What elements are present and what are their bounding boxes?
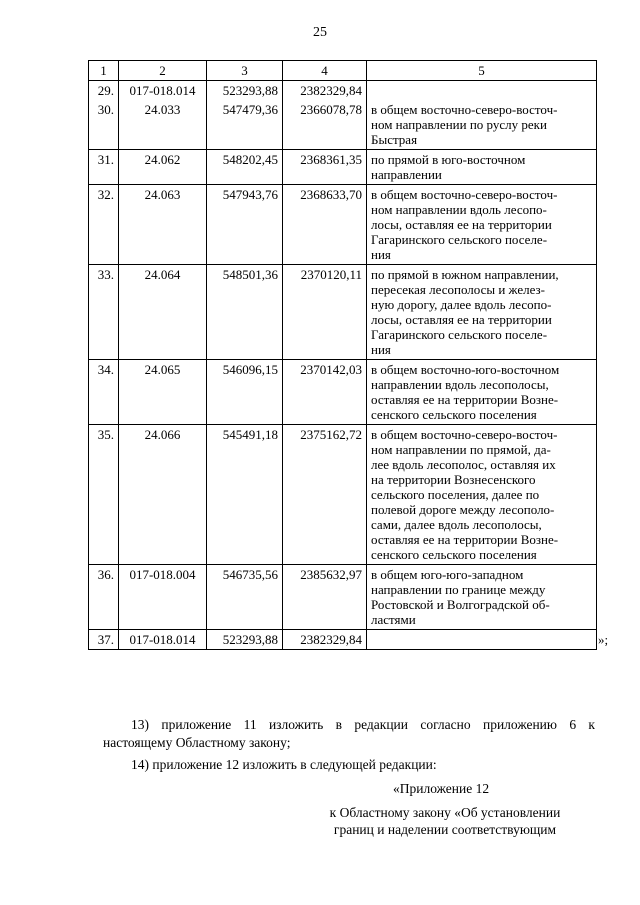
description-cell: в общем восточно-юго-восточном направлении вдоль лесополосы, оставляя ее на территории Возне- сенского сельского поселения [367, 360, 597, 425]
x-coordinate-cell: 523293,88 [207, 630, 283, 650]
description-cell: в общем юго-юго-западном направлении по границе между Ростовской и Волгоградской об- ластями [367, 565, 597, 630]
description-cell: в общем восточно-северо-восточ- ном направлении вдоль лесопо- лосы, оставляя ее на территории Гагаринского сельского поселе- ния [367, 185, 597, 265]
y-coordinate-cell: 2385632,97 [283, 565, 367, 630]
row-number-cell: 36. [89, 565, 119, 630]
paragraph-14: 14) приложение 12 изложить в следующей редакции: [131, 757, 437, 772]
description-cell: по прямой в южном направлении, пересекая лесополосы и желез- ную дорогу, далее вдоль лесопо- лосы, оставляя ее на территории Гагаринского сельского поселе- ния [367, 265, 597, 360]
y-coordinate-cell: 2370120,11 [283, 265, 367, 360]
appendix-subtitle-line1: к Областному закону «Об установлении [329, 805, 561, 820]
table-row [89, 630, 597, 650]
x-coordinate-cell: 546096,15 [207, 360, 283, 425]
header-cell: 2 [119, 61, 207, 81]
y-coordinate-cell: 2368361,35 [283, 150, 367, 185]
x-coordinate-cell: 545491,18 [207, 425, 283, 565]
header-cell: 5 [367, 61, 597, 81]
table-row [89, 81, 597, 101]
table-row [89, 425, 597, 565]
x-coordinate-cell: 548501,36 [207, 265, 283, 360]
description-cell [367, 630, 597, 650]
paragraph-13-line2: настоящему Областному закону; [103, 735, 291, 750]
point-code-cell: 24.065 [119, 360, 207, 425]
table-row [89, 185, 597, 265]
point-code-cell: 017-018.004 [119, 565, 207, 630]
row-number-cell: 33. [89, 265, 119, 360]
row-number-cell: 31. [89, 150, 119, 185]
paragraph-13 [103, 716, 595, 752]
row-number-cell: 32. [89, 185, 119, 265]
point-code-cell: 24.033 [119, 100, 207, 150]
table-row [89, 150, 597, 185]
appendix-subtitle-line2: границ и наделении соответствующим [333, 822, 557, 837]
x-coordinate-cell: 547943,76 [207, 185, 283, 265]
table-row [89, 565, 597, 630]
row-number-cell: 30. [89, 100, 119, 150]
header-cell: 1 [89, 61, 119, 81]
page-number: 25 [313, 25, 327, 40]
table-row [89, 100, 597, 150]
y-coordinate-cell: 2375162,72 [283, 425, 367, 565]
point-code-cell: 24.062 [119, 150, 207, 185]
table-header-row [89, 61, 597, 81]
description-cell: в общем восточно-северо-восточ- ном направлении по прямой, да- лее вдоль лесополос, оставляя их на территории Вознесенского сельского поселения, далее по полевой дороге между лесополо- сами, далее вдоль лесополосы, оставляя ее на территории Возне- сенского сельского поселения [367, 425, 597, 565]
row-number-cell: 35. [89, 425, 119, 565]
closing-quote: »; [598, 631, 609, 647]
description-cell [367, 81, 597, 101]
description-cell: в общем восточно-северо-восточ- ном направлении по руслу реки Быстрая [367, 100, 597, 150]
row-number-cell: 29. [89, 81, 119, 101]
y-coordinate-cell: 2382329,84 [283, 81, 367, 101]
x-coordinate-cell: 523293,88 [207, 81, 283, 101]
point-code-cell: 017-018.014 [119, 630, 207, 650]
point-code-cell: 24.066 [119, 425, 207, 565]
x-coordinate-cell: 546735,56 [207, 565, 283, 630]
row-number-cell: 37. [89, 630, 119, 650]
x-coordinate-cell: 547479,36 [207, 100, 283, 150]
appendix-subtitle [310, 804, 580, 838]
y-coordinate-cell: 2368633,70 [283, 185, 367, 265]
point-code-cell: 24.063 [119, 185, 207, 265]
description-cell: по прямой в юго-восточном направлении [367, 150, 597, 185]
row-number-cell: 34. [89, 360, 119, 425]
point-code-cell: 017-018.014 [119, 81, 207, 101]
boundary-points-table [88, 60, 597, 650]
y-coordinate-cell: 2382329,84 [283, 630, 367, 650]
header-cell: 4 [283, 61, 367, 81]
table-row [89, 360, 597, 425]
appendix-title: «Приложение 12 [393, 781, 490, 796]
x-coordinate-cell: 548202,45 [207, 150, 283, 185]
table-row [89, 265, 597, 360]
y-coordinate-cell: 2366078,78 [283, 100, 367, 150]
header-cell: 3 [207, 61, 283, 81]
paragraph-13-line1: 13) приложение 11 изложить в редакции согласно приложению 6 к [131, 717, 595, 732]
y-coordinate-cell: 2370142,03 [283, 360, 367, 425]
point-code-cell: 24.064 [119, 265, 207, 360]
